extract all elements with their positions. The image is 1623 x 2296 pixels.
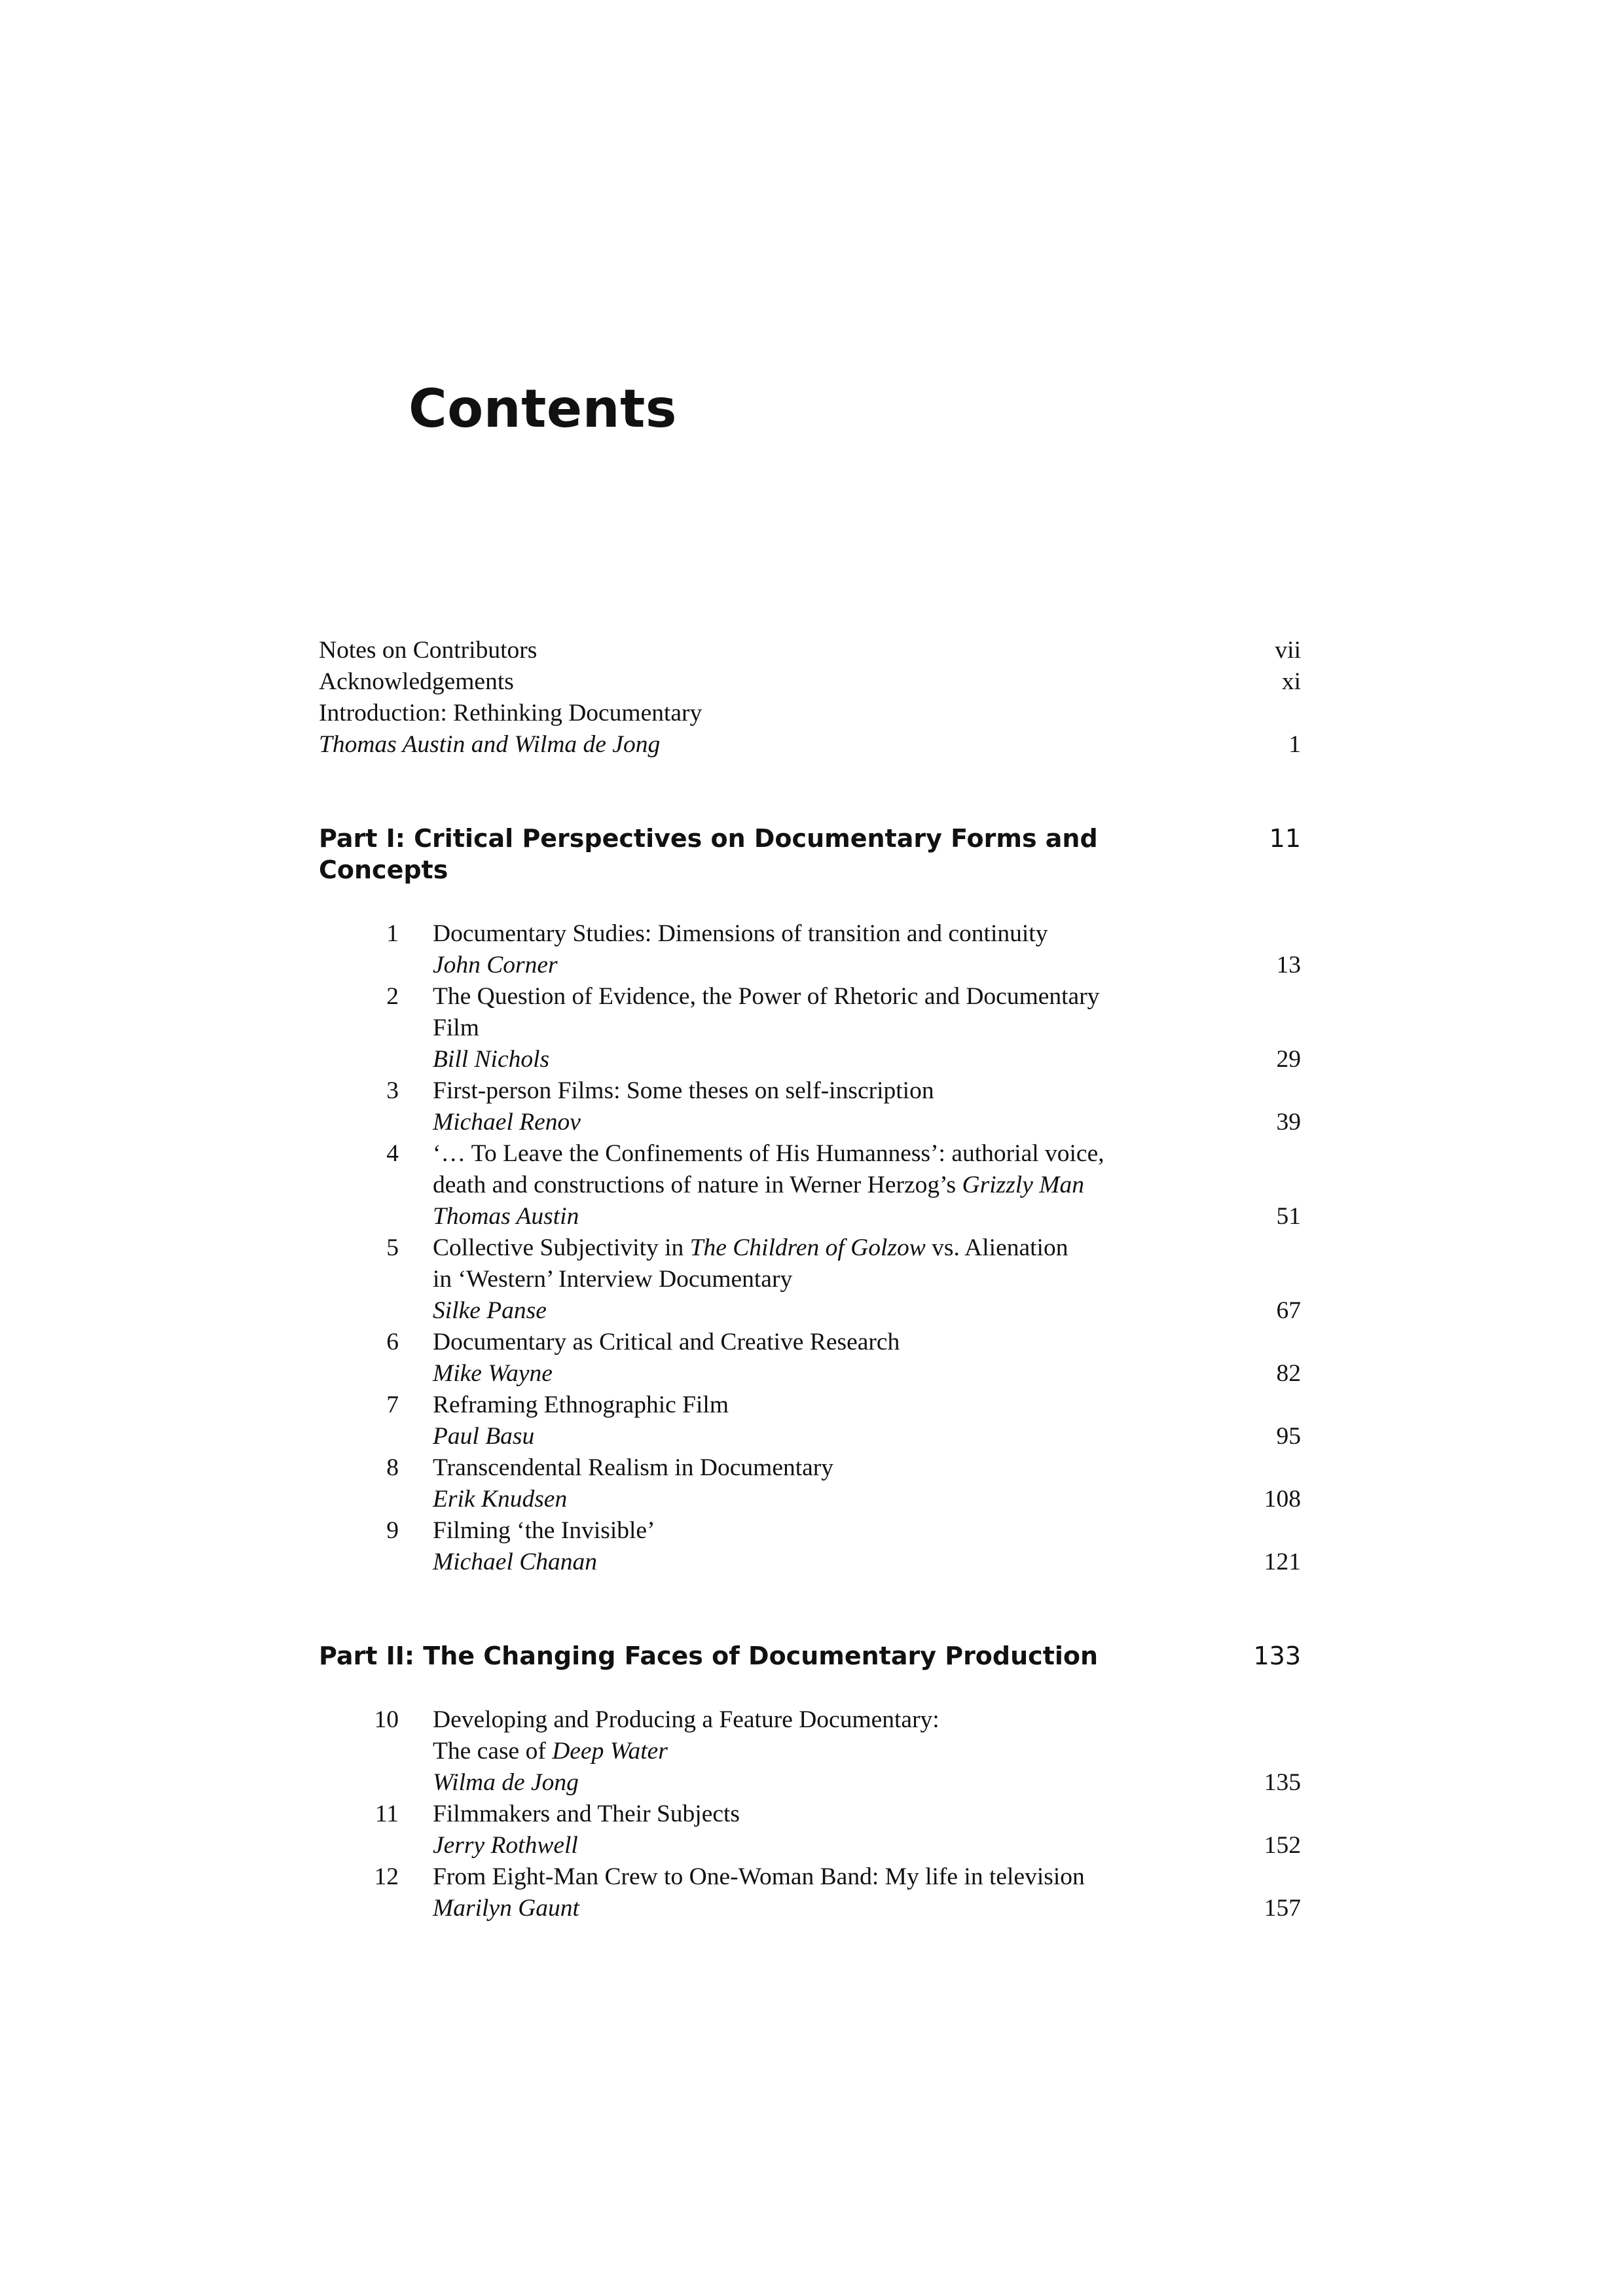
- film-title: Deep Water: [552, 1738, 668, 1765]
- page-number: 82: [1276, 1360, 1301, 1387]
- chapter-title: Developing and Producing a Feature Documentary:: [433, 1706, 939, 1733]
- toc-entry-acknowledgements[interactable]: Acknowledgements xi: [319, 666, 1301, 698]
- chapter-title: Filmmakers and Their Subjects: [433, 1801, 740, 1827]
- chapter-10[interactable]: [319, 1704, 1301, 1799]
- chapter-title-continued: in ‘Western’ Interview Documentary: [433, 1266, 793, 1293]
- chapter-3[interactable]: [319, 1075, 1301, 1138]
- chapter-number: 9: [386, 1517, 399, 1544]
- page-number: 11: [1269, 824, 1301, 853]
- chapter-title: Documentary Studies: Dimensions of transition and continuity: [433, 920, 1048, 947]
- chapter-title: First-person Films: Some theses on self-inscription: [433, 1077, 934, 1104]
- page-number: 67: [1276, 1297, 1301, 1324]
- film-title: Grizzly Man: [962, 1172, 1084, 1198]
- chapter-number: 4: [386, 1140, 399, 1167]
- part-heading-2[interactable]: Part II: The Changing Faces of Documentary Production 133: [319, 1641, 1301, 1670]
- chapter-7[interactable]: [319, 1390, 1301, 1452]
- chapter-4[interactable]: [319, 1138, 1301, 1232]
- page-number: 121: [1264, 1549, 1301, 1575]
- chapter-2[interactable]: [319, 981, 1301, 1075]
- chapter-title: Filming ‘the Invisible’: [433, 1517, 655, 1544]
- chapter-12[interactable]: [319, 1861, 1301, 1924]
- chapter-9[interactable]: [319, 1515, 1301, 1578]
- chapter-title: Transcendental Realism in Documentary: [433, 1454, 834, 1481]
- chapter-number: 12: [374, 1863, 399, 1890]
- page-title: Contents: [409, 378, 677, 439]
- page-number: 108: [1264, 1486, 1301, 1513]
- page-number: 1: [1288, 731, 1301, 758]
- page-number: 13: [1276, 952, 1301, 978]
- chapter-6[interactable]: [319, 1327, 1301, 1390]
- author-name: Michael Renov: [433, 1109, 581, 1136]
- author-name: Wilma de Jong: [433, 1769, 579, 1796]
- chapter-title: The Question of Evidence, the Power of Rhetoric and Documentary: [433, 983, 1100, 1010]
- page-number: 152: [1264, 1832, 1301, 1859]
- page-number: 51: [1276, 1203, 1301, 1230]
- chapter-number: 8: [386, 1454, 399, 1481]
- film-title: The Children of Golzow: [689, 1234, 926, 1261]
- part-2-chapters: [319, 1704, 1301, 1924]
- chapter-1[interactable]: [319, 918, 1301, 981]
- chapter-number: 5: [386, 1234, 399, 1261]
- author-name: Michael Chanan: [433, 1549, 598, 1575]
- chapter-number: 11: [374, 1801, 399, 1827]
- page-number: 95: [1276, 1423, 1301, 1450]
- chapter-number: 1: [386, 920, 399, 947]
- author-name: John Corner: [433, 952, 558, 978]
- chapter-title-continued: death and constructions of nature in Werner Herzog’s Grizzly Man: [433, 1172, 1084, 1198]
- chapter-number: 6: [386, 1329, 399, 1355]
- chapter-title-continued: The case of Deep Water: [433, 1738, 668, 1765]
- chapter-5[interactable]: [319, 1232, 1301, 1327]
- page-number: 133: [1253, 1641, 1301, 1670]
- chapter-number: 10: [374, 1706, 399, 1733]
- chapter-title: Collective Subjectivity in The Children of Golzow vs. Alienation: [433, 1234, 1068, 1261]
- page-number: vii: [1275, 637, 1301, 664]
- author-name: Silke Panse: [433, 1297, 547, 1324]
- chapter-11[interactable]: [319, 1799, 1301, 1861]
- chapter-8[interactable]: [319, 1452, 1301, 1515]
- front-matter: [319, 635, 1301, 761]
- chapter-title: Documentary as Critical and Creative Research: [433, 1329, 900, 1355]
- toc-entry-notes-on-contributors[interactable]: Notes on Contributors vii: [319, 635, 1301, 666]
- author-name: Jerry Rothwell: [433, 1832, 578, 1859]
- author-name: Thomas Austin and Wilma de Jong: [319, 731, 661, 758]
- page-number: 135: [1264, 1769, 1301, 1796]
- toc-entry-introduction[interactable]: Introduction: Rethinking Documentary: [319, 700, 702, 726]
- author-name: Paul Basu: [433, 1423, 535, 1450]
- author-name: Marilyn Gaunt: [433, 1895, 579, 1922]
- part-heading-1[interactable]: Part I: Critical Perspectives on Documentary Forms and Concepts 11: [319, 824, 1301, 884]
- page-number: 39: [1276, 1109, 1301, 1136]
- page-number: 29: [1276, 1046, 1301, 1073]
- author-name: Thomas Austin: [433, 1203, 579, 1230]
- chapter-title: From Eight-Man Crew to One-Woman Band: My life in television: [433, 1863, 1085, 1890]
- page-number: 157: [1264, 1895, 1301, 1922]
- chapter-number: 2: [386, 983, 399, 1010]
- author-name: Mike Wayne: [433, 1360, 553, 1387]
- toc-entry-introduction-authors: [319, 729, 1301, 761]
- chapter-title-continued: Film: [433, 1014, 479, 1041]
- table-of-contents: [319, 635, 1301, 1924]
- chapter-number: 3: [386, 1077, 399, 1104]
- chapter-title: Reframing Ethnographic Film: [433, 1391, 729, 1418]
- chapter-number: 7: [386, 1391, 399, 1418]
- author-name: Erik Knudsen: [433, 1486, 568, 1513]
- part-1-chapters: [319, 918, 1301, 1578]
- page-number: xi: [1281, 668, 1301, 695]
- author-name: Bill Nichols: [433, 1046, 550, 1073]
- chapter-title: ‘… To Leave the Confinements of His Humanness’: authorial voice,: [433, 1140, 1104, 1167]
